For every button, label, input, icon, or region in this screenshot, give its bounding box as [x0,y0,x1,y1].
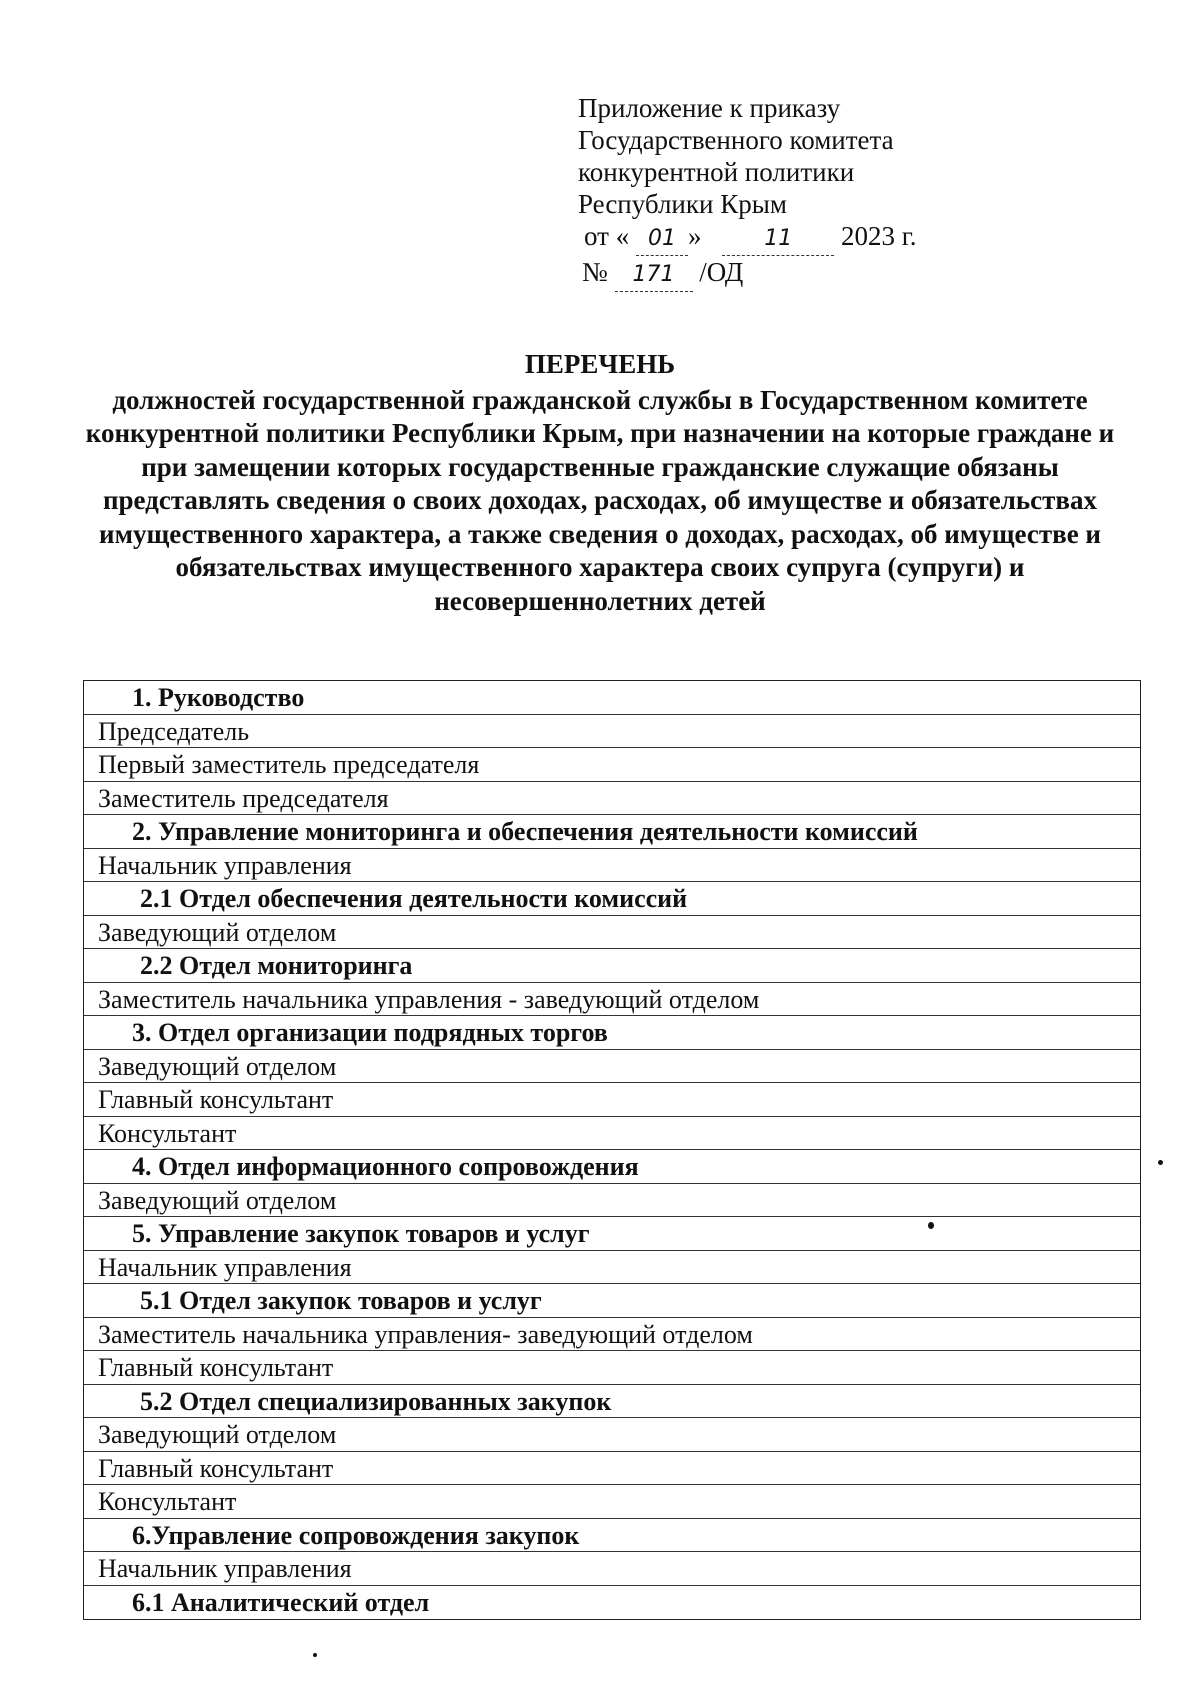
order-year: 2023 г. [840,221,917,251]
title-subtitle: должностей государственной гражданской службы в Государственном комитете конкурентной политики Республики Крым, при назначении на которые граждане и при замещении которых государственные гражданские служащие обязаны представлять сведения о своих доходах, расходах, об имуществе и обязательствах имущественного характера, а также сведения о доходах, расходах, об имуществе и обязательствах имущественного характера своих супруга (супруги) и несовершеннолетних детей [85,384,1115,616]
position-row: Заведующий отделом [84,1184,1140,1218]
appendix-line-1: Приложение к приказу [578,93,841,123]
section-heading-row: 5. Управление закупок товаров и услуг [84,1217,1140,1251]
position-row: Начальник управления [84,1251,1140,1285]
position-row: Заместитель начальника управления - заведующий отделом [84,983,1140,1017]
handwritten-day: 01 [647,226,676,251]
scan-speck [1158,1160,1163,1165]
position-row: Заведующий отделом [84,916,1140,950]
handwritten-month: 11 [764,226,793,251]
date-prefix: от « [584,221,630,251]
number-prefix: № [582,257,608,287]
position-row: Заведующий отделом [84,1418,1140,1452]
scan-speck [928,1222,934,1229]
number-field [615,256,693,292]
appendix-line-2: Государственного комитета [578,125,894,155]
appendix-block [578,92,1018,292]
position-row: Главный консультант [84,1452,1140,1486]
position-row: Консультант [84,1485,1140,1519]
position-row: Консультант [84,1117,1140,1151]
subsection-heading-row: 5.1 Отдел закупок товаров и услуг [84,1284,1140,1318]
date-mid: » [687,221,702,251]
handwritten-number: 171 [632,262,675,287]
position-row: Первый заместитель председателя [84,748,1140,782]
position-row: Председатель [84,715,1140,749]
section-heading-row: 1. Руководство [84,681,1140,715]
order-number-line [582,256,1018,292]
section-heading-row: 6.Управление сопровождения закупок [84,1519,1140,1553]
scan-speck [313,1653,317,1657]
title-main: ПЕРЕЧЕНЬ [524,349,676,379]
number-suffix: /ОД [699,257,744,287]
day-field [636,220,688,256]
appendix-line-3: конкурентной политики [578,157,855,187]
position-row: Главный консультант [84,1083,1140,1117]
section-heading-row: 4. Отдел информационного сопровождения [84,1150,1140,1184]
month-field [722,220,834,256]
position-row: Заведующий отделом [84,1050,1140,1084]
section-heading-row: 6.1 Аналитический отдел [132,1587,430,1617]
position-row: Заместитель председателя [84,782,1140,816]
section-heading-row: 2. Управление мониторинга и обеспечения деятельности комиссий [84,815,1140,849]
position-row: Заместитель начальника управления- заведующий отделом [84,1318,1140,1352]
document-title [80,348,1120,618]
order-date-line [584,220,1018,256]
subsection-heading-row: 2.1 Отдел обеспечения деятельности комиссий [84,882,1140,916]
positions-table [83,680,1141,1620]
subsection-heading-row: 2.2 Отдел мониторинга [84,949,1140,983]
appendix-line-4: Республики Крым [578,189,787,219]
subsection-heading-row: 5.2 Отдел специализированных закупок [84,1385,1140,1419]
section-heading-row: 3. Отдел организации подрядных торгов [84,1016,1140,1050]
position-row: Начальник управления [84,849,1140,883]
position-row: Начальник управления [84,1552,1140,1586]
position-row: Главный консультант [84,1351,1140,1385]
